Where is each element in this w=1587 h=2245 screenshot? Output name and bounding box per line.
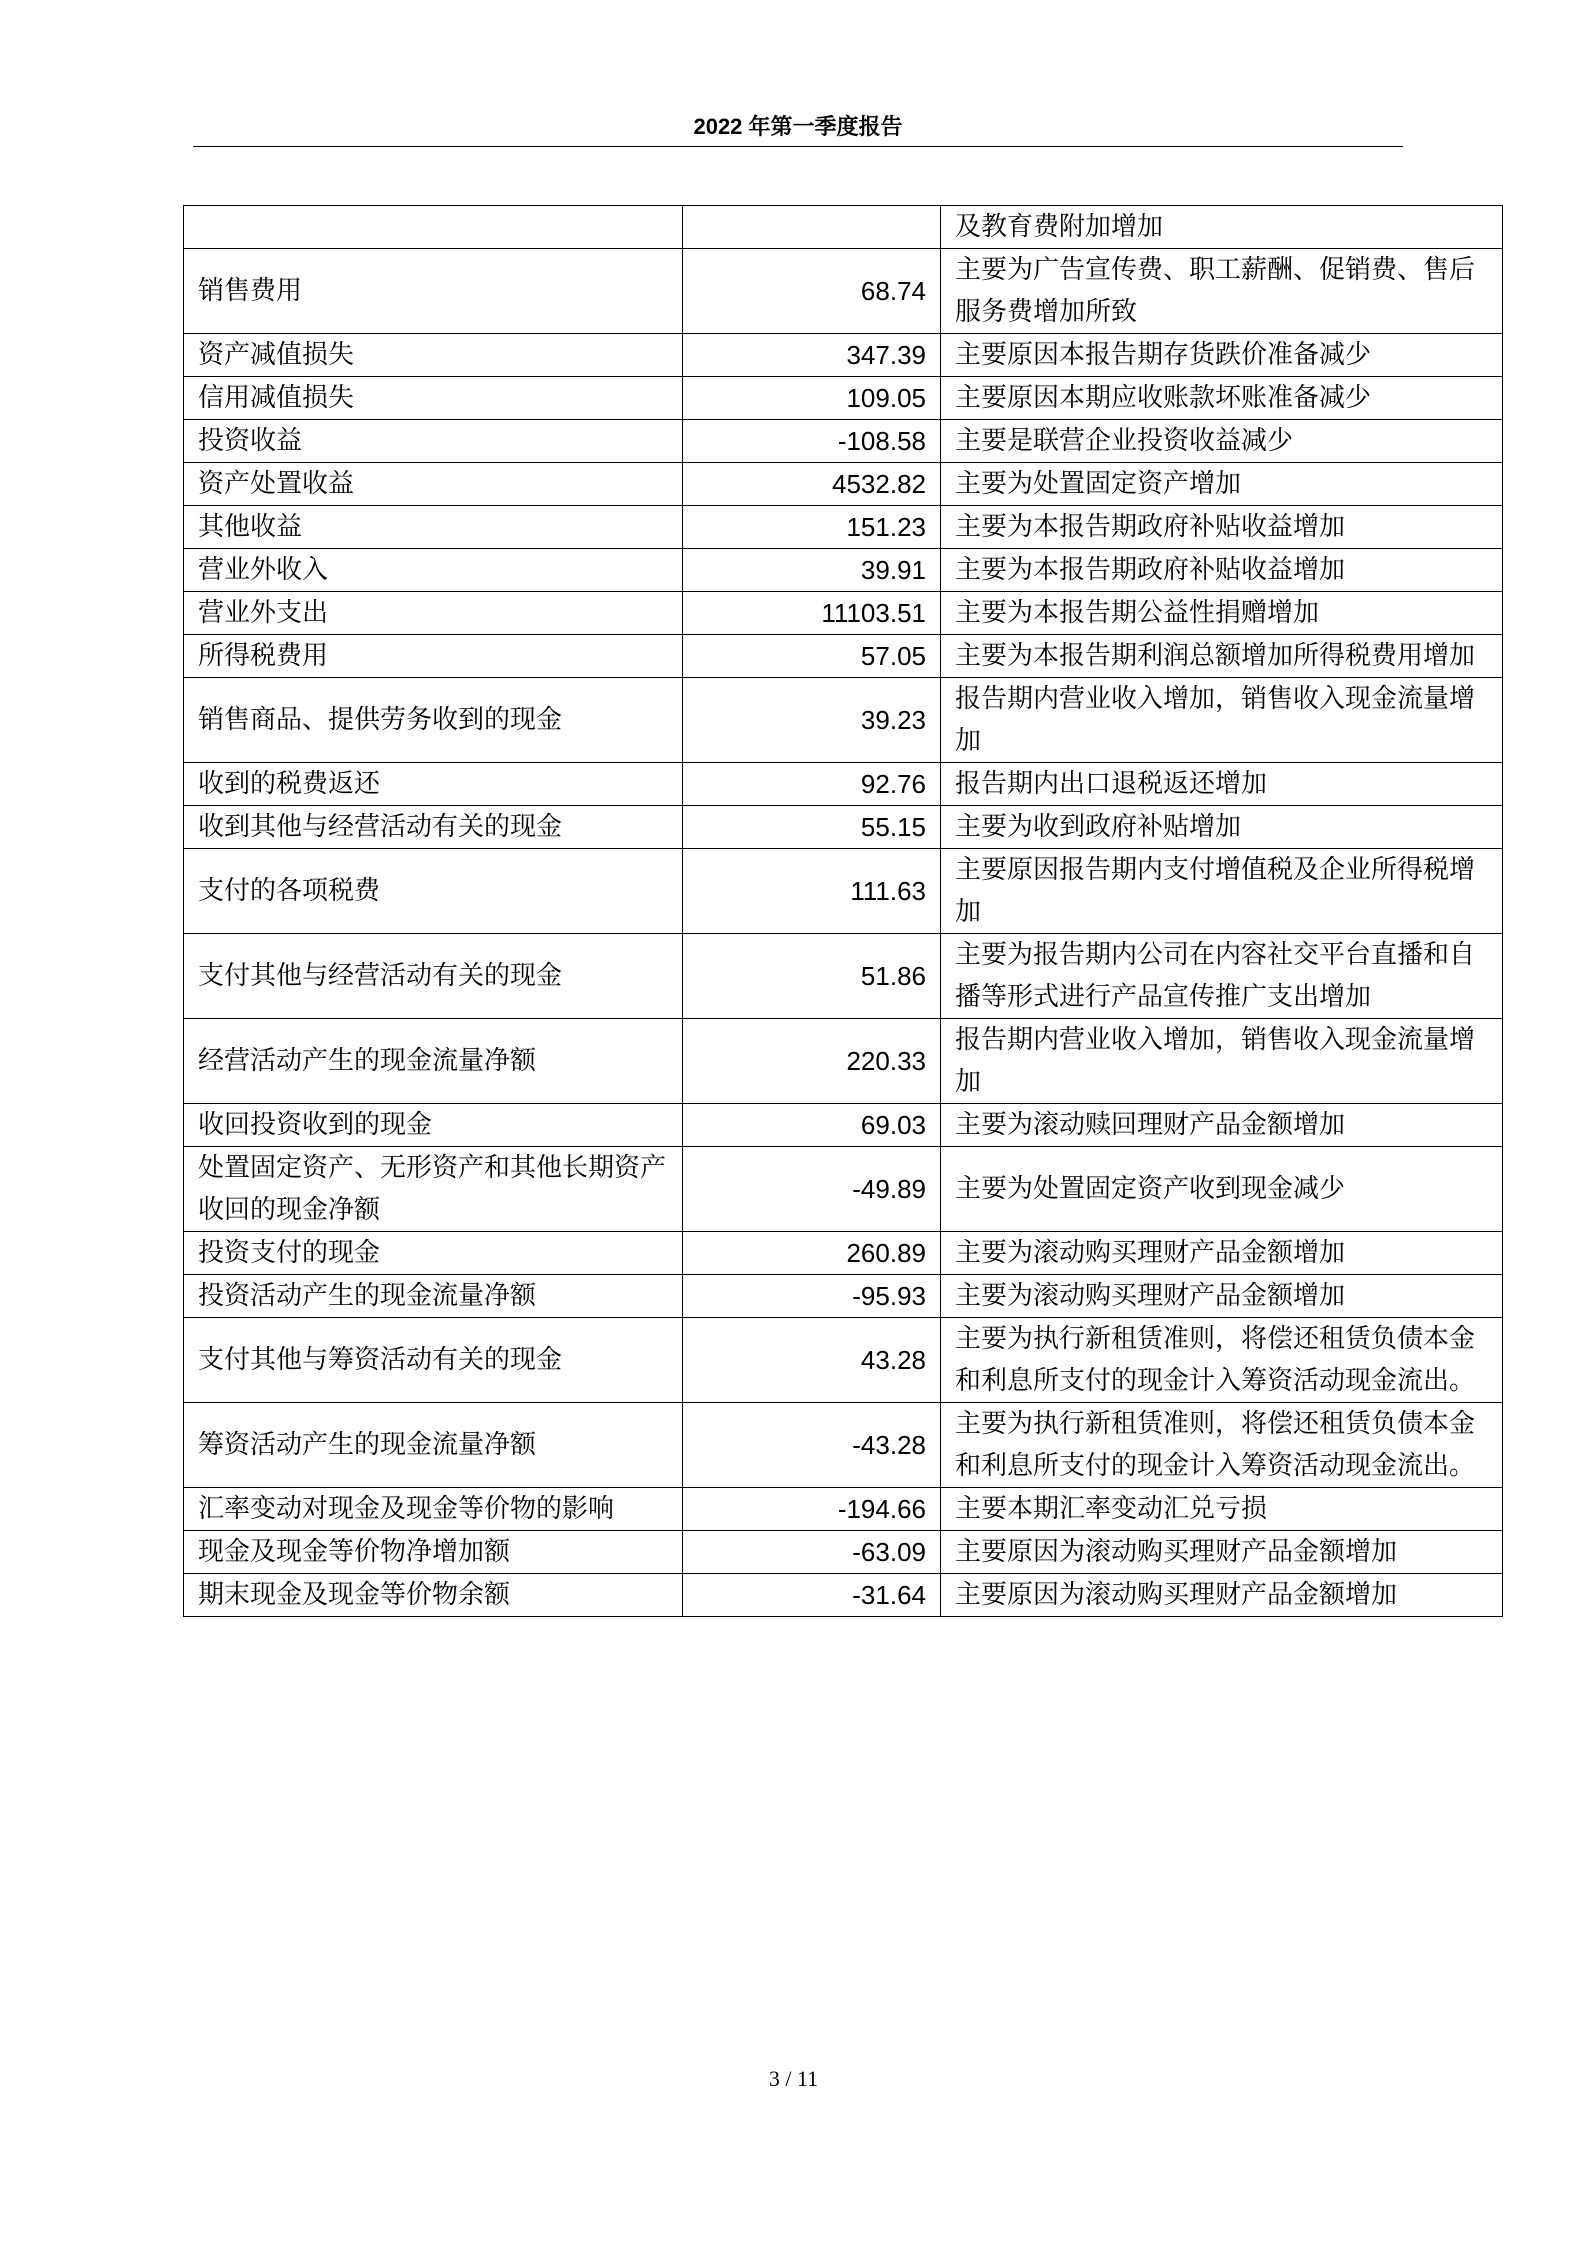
table-row	[184, 806, 1503, 849]
value-cell: 51.86	[683, 934, 941, 1019]
reason-cell: 主要为本报告期公益性捐赠增加	[941, 592, 1503, 635]
value-cell: -194.66	[683, 1488, 941, 1531]
item-cell: 筹资活动产生的现金流量净额	[184, 1403, 683, 1488]
table-body	[184, 206, 1503, 1617]
value-cell: 55.15	[683, 806, 941, 849]
table-row	[184, 1104, 1503, 1147]
value-cell: -31.64	[683, 1574, 941, 1617]
reason-cell: 主要为广告宣传费、职工薪酬、促销费、售后服务费增加所致	[941, 249, 1503, 334]
value-cell: 43.28	[683, 1318, 941, 1403]
reason-cell: 主要原因报告期内支付增值税及企业所得税增加	[941, 849, 1503, 934]
table-row	[184, 1232, 1503, 1275]
table-row	[184, 592, 1503, 635]
item-cell	[184, 206, 683, 249]
table-row	[184, 1531, 1503, 1574]
item-cell: 投资收益	[184, 420, 683, 463]
item-cell: 支付其他与经营活动有关的现金	[184, 934, 683, 1019]
item-cell: 支付其他与筹资活动有关的现金	[184, 1318, 683, 1403]
reason-cell: 主要为滚动购买理财产品金额增加	[941, 1232, 1503, 1275]
reason-cell: 主要本期汇率变动汇兑亏损	[941, 1488, 1503, 1531]
value-cell: 39.91	[683, 549, 941, 592]
item-cell: 营业外支出	[184, 592, 683, 635]
reason-cell: 主要为本报告期利润总额增加所得税费用增加	[941, 635, 1503, 678]
reason-cell: 主要是联营企业投资收益减少	[941, 420, 1503, 463]
item-cell: 其他收益	[184, 506, 683, 549]
value-cell: 4532.82	[683, 463, 941, 506]
reason-cell: 主要为滚动赎回理财产品金额增加	[941, 1104, 1503, 1147]
table-row	[184, 420, 1503, 463]
item-cell: 投资活动产生的现金流量净额	[184, 1275, 683, 1318]
item-cell: 期末现金及现金等价物余额	[184, 1574, 683, 1617]
item-cell: 所得税费用	[184, 635, 683, 678]
reason-cell: 主要为收到政府补贴增加	[941, 806, 1503, 849]
reason-cell: 主要为本报告期政府补贴收益增加	[941, 549, 1503, 592]
item-cell: 投资支付的现金	[184, 1232, 683, 1275]
table-row	[184, 506, 1503, 549]
value-cell: 11103.51	[683, 592, 941, 635]
table-row	[184, 635, 1503, 678]
item-cell: 信用减值损失	[184, 377, 683, 420]
table-row	[184, 1574, 1503, 1617]
item-cell: 收到其他与经营活动有关的现金	[184, 806, 683, 849]
reason-cell: 主要为处置固定资产收到现金减少	[941, 1147, 1503, 1232]
table-row	[184, 763, 1503, 806]
table-row	[184, 334, 1503, 377]
value-cell: 111.63	[683, 849, 941, 934]
value-cell: -49.89	[683, 1147, 941, 1232]
reason-cell: 主要原因本期应收账款坏账准备减少	[941, 377, 1503, 420]
reason-cell: 主要原因为滚动购买理财产品金额增加	[941, 1574, 1503, 1617]
value-cell	[683, 206, 941, 249]
reason-cell: 主要为执行新租赁准则，将偿还租赁负债本金和利息所支付的现金计入筹资活动现金流出。	[941, 1403, 1503, 1488]
table-row	[184, 1147, 1503, 1232]
value-cell: 109.05	[683, 377, 941, 420]
value-cell: 92.76	[683, 763, 941, 806]
item-cell: 经营活动产生的现金流量净额	[184, 1019, 683, 1104]
item-cell: 处置固定资产、无形资产和其他长期资产收回的现金净额	[184, 1147, 683, 1232]
table-row	[184, 849, 1503, 934]
item-cell: 支付的各项税费	[184, 849, 683, 934]
value-cell: -95.93	[683, 1275, 941, 1318]
reason-cell: 报告期内营业收入增加，销售收入现金流量增加	[941, 678, 1503, 763]
table-row	[184, 206, 1503, 249]
item-cell: 收回投资收到的现金	[184, 1104, 683, 1147]
item-cell: 营业外收入	[184, 549, 683, 592]
page-header-title: 2022 年第一季度报告	[693, 114, 903, 139]
reason-cell: 主要为本报告期政府补贴收益增加	[941, 506, 1503, 549]
value-cell: 260.89	[683, 1232, 941, 1275]
table-row	[184, 1403, 1503, 1488]
table-row	[184, 1488, 1503, 1531]
table-row	[184, 249, 1503, 334]
value-cell: 220.33	[683, 1019, 941, 1104]
reason-cell: 及教育费附加增加	[941, 206, 1503, 249]
table-row	[184, 1318, 1503, 1403]
value-cell: -43.28	[683, 1403, 941, 1488]
value-cell: 57.05	[683, 635, 941, 678]
reason-cell: 主要为报告期内公司在内容社交平台直播和自播等形式进行产品宣传推广支出增加	[941, 934, 1503, 1019]
item-cell: 现金及现金等价物净增加额	[184, 1531, 683, 1574]
reason-cell: 主要原因为滚动购买理财产品金额增加	[941, 1531, 1503, 1574]
reason-cell: 主要为处置固定资产增加	[941, 463, 1503, 506]
value-cell: 68.74	[683, 249, 941, 334]
header-divider	[193, 146, 1403, 147]
table-row	[184, 549, 1503, 592]
item-cell: 汇率变动对现金及现金等价物的影响	[184, 1488, 683, 1531]
item-cell: 收到的税费返还	[184, 763, 683, 806]
reason-cell: 主要原因本报告期存货跌价准备减少	[941, 334, 1503, 377]
table-row	[184, 377, 1503, 420]
reason-cell: 报告期内营业收入增加，销售收入现金流量增加	[941, 1019, 1503, 1104]
item-cell: 资产处置收益	[184, 463, 683, 506]
variance-explanation-table	[183, 205, 1503, 1617]
value-cell: -63.09	[683, 1531, 941, 1574]
page-number: 3 / 11	[768, 2066, 819, 2091]
reason-cell: 报告期内出口退税返还增加	[941, 763, 1503, 806]
value-cell: 151.23	[683, 506, 941, 549]
item-cell: 资产减值损失	[184, 334, 683, 377]
table-row	[184, 678, 1503, 763]
table-row	[184, 463, 1503, 506]
reason-cell: 主要为滚动购买理财产品金额增加	[941, 1275, 1503, 1318]
table-row	[184, 1019, 1503, 1104]
value-cell: 347.39	[683, 334, 941, 377]
item-cell: 销售费用	[184, 249, 683, 334]
value-cell: 69.03	[683, 1104, 941, 1147]
table-row	[184, 1275, 1503, 1318]
table-row	[184, 934, 1503, 1019]
item-cell: 销售商品、提供劳务收到的现金	[184, 678, 683, 763]
value-cell: 39.23	[683, 678, 941, 763]
reason-cell: 主要为执行新租赁准则，将偿还租赁负债本金和利息所支付的现金计入筹资活动现金流出。	[941, 1318, 1503, 1403]
value-cell: -108.58	[683, 420, 941, 463]
